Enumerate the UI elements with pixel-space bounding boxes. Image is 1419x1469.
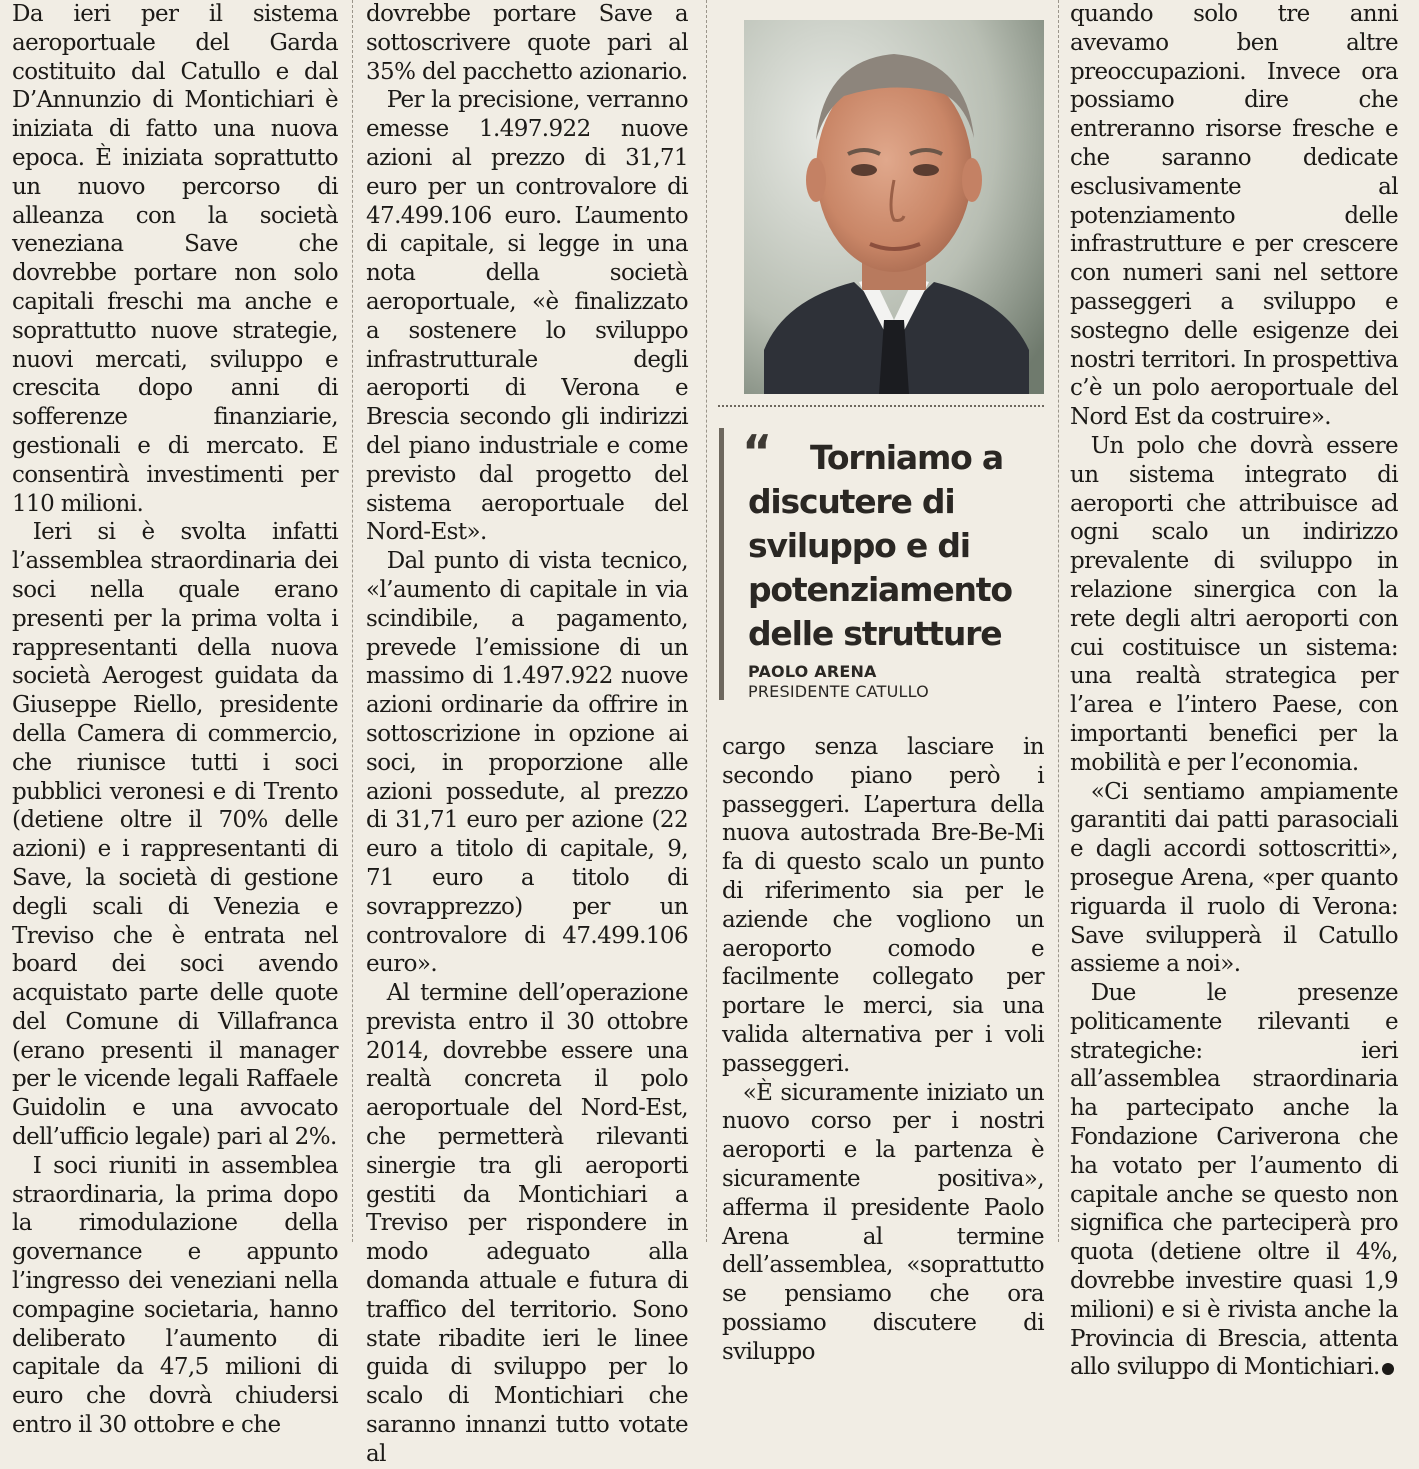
dotted-divider <box>718 405 1044 407</box>
pullquote-author: PAOLO ARENA <box>748 662 877 681</box>
quote-mark-icon: “ <box>742 425 773 479</box>
column-divider <box>352 0 353 1242</box>
paragraph: «Ci sentiamo ampiamente garantiti dai patti parasociali e dagli accordi sottoscritti», prosegue Arena, «per quanto riguarda il ruolo di Verona: Save svilupperà il Catullo assieme a noi». <box>1070 778 1398 978</box>
end-of-article-icon <box>1382 1363 1394 1375</box>
article-column-2 <box>366 0 688 1467</box>
paragraph: Da ieri per il sistema aeroportuale del Garda costituito dal Catullo e dal D’Annunzio di Montichiari è iniziata di fatto una nuova epoca. È iniziata soprattutto un nuovo percorso di alleanza con la società veneziana Save che dovrebbe portare non solo capitali freschi ma anche e soprattutto nuove strategie, nuovi mercati, sviluppo e crescita dopo anni di sofferenze finanziarie, gestionali e di mercato. E consentirà investimenti per 110 milioni. <box>12 1 338 517</box>
paragraph: Per la precisione, verranno emesse 1.497.922 nuove azioni al prezzo di 31,71 euro per un controvalore di 47.499.106 euro. L’aumento di capitale, si legge in una nota della società aeroportuale, «è finalizzato a sostenere lo sviluppo infrastrutturale degli aeroporti di Verona e Brescia secondo gli indirizzi del piano industriale e come previsto dal progetto del sistema aeroportuale del Nord-Est». <box>366 87 688 546</box>
pullquote-bar <box>719 428 724 700</box>
paragraph: cargo senza lasciare in secondo piano però i passeggeri. L’apertura della nuova autostrada Bre-Be-Mi fa di questo scalo un punto di riferimento sia per le aziende che vogliono un aeroporto comodo e facilmente collegato per portare le merci, sia una valida alternativa per i voli passeggeri. <box>722 734 1044 1077</box>
paragraph: «È sicuramente iniziato un nuovo corso per i nostri aeroporti e la partenza è sicuramente positiva», afferma il presidente Paolo Arena al termine dell’assemblea, «soprattutto se pensiamo che ora possiamo discutere di sviluppo <box>722 1079 1044 1365</box>
paragraph: I soci riuniti in assemblea straordinaria, la prima dopo la rimodulazione della governance e appunto l’ingresso dei veneziani nella compagine societaria, hanno deliberato l’aumento di capitale da 47,5 milioni di euro che dovrà chiudersi entro il 30 ottobre e che <box>12 1152 338 1439</box>
portrait-photo <box>744 20 1044 394</box>
paragraph: dovrebbe portare Save a sottoscrivere quote pari al 35% del pacchetto azionario. <box>366 1 688 85</box>
paragraph: Ieri si è svolta infatti l’assemblea straordinaria dei soci nella quale erano presenti per la prima volta i rappresentanti della nuova società Aerogest guidata da Giuseppe Riello, presidente della Camera di commercio, che riunisce tutti i soci pubblici veronesi e di Trento (detiene oltre il 70% delle azioni) e i rappresentanti di Save, la società di gestione degli scali di Venezia e Treviso che è entrata nel board dei soci avendo acquistato parte delle quote del Comune di Villafranca (erano presenti il manager per le vicende legali Raffaele Guidolin e una avvocato dell’ufficio legale) pari al 2%. <box>12 519 338 1151</box>
article-column-1 <box>12 0 338 1439</box>
column-divider <box>706 0 707 1242</box>
pullquote-text: Torniamo a discutere di sviluppo e di potenziamento delle strutture <box>748 438 1012 653</box>
article-column-3 <box>722 733 1044 1365</box>
paragraph: quando solo tre anni avevamo ben altre preoccupazioni. Invece ora possiamo dire che entreranno risorse fresche e che saranno dedicate esclusivamente al potenziamento delle infrastrutture e per crescere con numeri sani nel settore passeggeri a sviluppo e sostegno delle esigenze dei nostri territori. In prospettiva c’è un polo aeroportuale del Nord Est da costruire». <box>1070 1 1398 431</box>
paragraph: Un polo che dovrà essere un sistema integrato di aeroporti che attribuisce ad ogni scalo un indirizzo prevalente di sviluppo in relazione sinergica con la rete degli altri aeroporti con cui costituisce un sistema: una realtà strategica per l’area e l’intero Paese, con importanti benefici per la mobilità e per l’economia. <box>1070 432 1398 776</box>
paragraph <box>1070 979 1398 1382</box>
article-column-4 <box>1070 0 1398 1381</box>
paragraph-text: Due le presenze politicamente rilevanti e strategiche: ieri all’assemblea straordinaria ha partecipato anche la Fondazione Cariverona che ha votato per l’aumento di capitale anche se questo non significa che parteciperà pro quota (detiene oltre il 4%, dovrebbe investire quasi 1,9 milioni) e si è rivista anche la Provincia di Brescia, attenta allo sviluppo di Montichiari. <box>1070 980 1398 1381</box>
pullquote <box>748 436 1048 656</box>
paragraph: Al termine dell’operazione prevista entro il 30 ottobre 2014, dovrebbe essere una realtà concreta il polo aeroportuale del Nord-Est, che permetterà rilevanti sinergie tra gli aeroporti gestiti da Montichiari a Treviso per rispondere in modo adeguato alla domanda attuale e futura di traffico del territorio. Sono state ribadite ieri le linee guida di sviluppo per lo scalo di Montichiari che saranno innanzi tutto votate al <box>366 980 688 1467</box>
column-divider <box>1058 0 1059 1242</box>
portrait-illustration <box>744 20 1044 394</box>
pullquote-role: PRESIDENTE CATULLO <box>748 682 929 701</box>
paragraph: Dal punto di vista tecnico, «l’aumento di capitale in via scindibile, a pagamento, prevede l’emissione di un massimo di 1.497.922 nuove azioni ordinarie da offrire in sottoscrizione in opzione ai soci, in proporzione alle azioni possedute, al prezzo di 31,71 euro per azione (22 euro a titolo di capitale, 9, 71 euro a titolo di sovrapprezzo) per un controvalore di 47.499.106 euro». <box>366 548 688 978</box>
